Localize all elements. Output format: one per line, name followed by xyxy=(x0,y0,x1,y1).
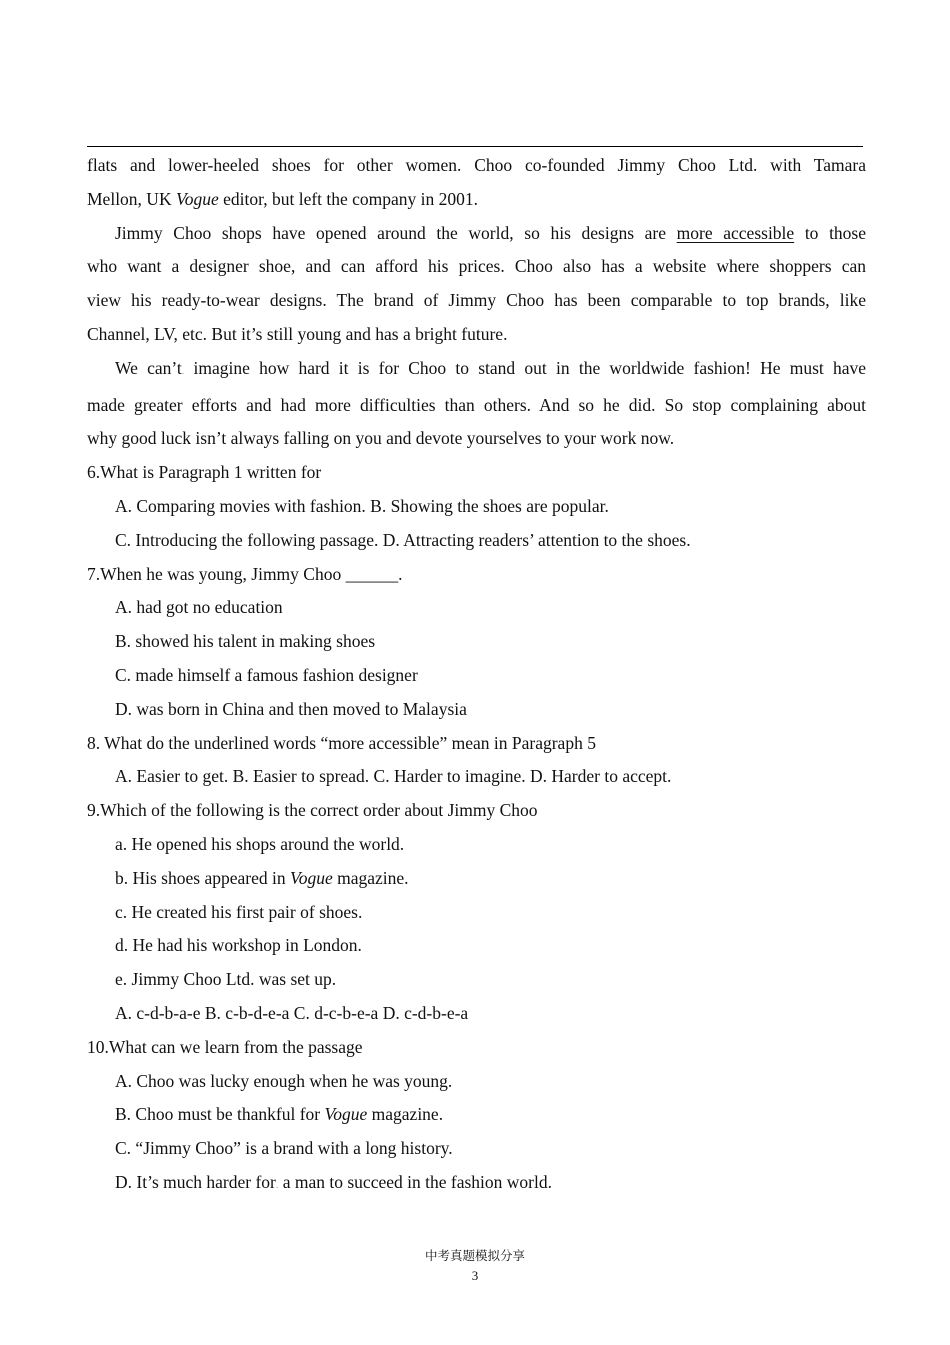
passage-line xyxy=(87,318,866,352)
passage-line xyxy=(87,389,866,423)
passage-line xyxy=(87,250,866,284)
passage-text: to those xyxy=(794,222,867,243)
passage-text: view his ready-to-wear designs. The brand of Jimmy Choo has been comparable to top brands, like xyxy=(87,290,866,311)
question-option: A. c-d-b-a-e B. c-b-d-e-a C. d-c-b-e-a D. c-d-b-e-a xyxy=(115,1002,469,1023)
question-option: A. Choo was lucky enough when he was young. xyxy=(115,1070,453,1091)
page-content xyxy=(87,149,866,1203)
passage-text: Jimmy Choo shops have opened around the world, so his designs are xyxy=(115,222,677,243)
order-item: d. He had his workshop in London. xyxy=(115,935,362,956)
order-item-text: b. His shoes appeared in xyxy=(115,867,290,888)
header-rule xyxy=(87,146,863,147)
dot-mark: . xyxy=(275,1179,279,1191)
question-option: A. Comparing movies with fashion. B. Showing the shoes are popular. xyxy=(115,495,609,516)
underlined-phrase: more accessible xyxy=(676,222,795,243)
passage-text: imagine how hard it is for Choo to stand out in the worldwide fashion! He must have xyxy=(184,357,867,378)
question-option: C. made himself a famous fashion designer xyxy=(115,664,418,685)
passage-text: made greater efforts and had more difficulties than others. And so he did. So stop complaining about xyxy=(87,394,866,415)
question-stem: 6.What is Paragraph 1 written for xyxy=(87,462,322,483)
order-item-text: magazine. xyxy=(332,867,409,888)
passage-text: who want a designer shoe, and can afford his prices. Choo also has a website where shoppers can xyxy=(87,256,866,277)
vogue-italic: Vogue xyxy=(289,867,333,888)
order-item xyxy=(87,862,866,896)
passage-text: Mellon, UK xyxy=(87,188,176,209)
question-option xyxy=(87,1166,866,1203)
question-option: A. had got no education xyxy=(115,597,283,618)
passage-text: flats and lower-heeled shoes for other women. Choo co-founded Jimmy Choo Ltd. with Tamara xyxy=(87,155,866,175)
order-item: e. Jimmy Choo Ltd. was set up. xyxy=(115,969,337,990)
passage-text: editor, but left the company in 2001. xyxy=(218,188,479,209)
question-stem: 9.Which of the following is the correct order about Jimmy Choo xyxy=(87,800,538,821)
passage-line xyxy=(87,183,866,217)
order-item: c. He created his first pair of shoes. xyxy=(115,901,363,922)
passage-line xyxy=(87,149,866,183)
question-option: B. showed his talent in making shoes xyxy=(115,631,376,652)
passage-text: We can’t xyxy=(115,357,182,378)
question-stem: 10.What can we learn from the passage xyxy=(87,1036,363,1057)
vogue-italic: Vogue xyxy=(324,1104,368,1125)
question-option: D. was born in China and then moved to Malaysia xyxy=(115,698,467,719)
passage-line xyxy=(87,217,866,251)
dot-mark: . xyxy=(181,365,185,377)
question-option: C. “Jimmy Choo” is a brand with a long history. xyxy=(115,1138,453,1159)
passage-text: why good luck isn’t always falling on you and devote yourselves to your work now. xyxy=(87,428,675,449)
order-item: a. He opened his shops around the world. xyxy=(115,833,405,854)
question-option: A. Easier to get. B. Easier to spread. C. Harder to imagine. D. Harder to accept. xyxy=(115,766,672,787)
page-number: 3 xyxy=(471,1268,479,1283)
passage-line xyxy=(87,352,866,389)
question-option: C. Introducing the following passage. D. Attracting readers’ attention to the shoes. xyxy=(115,529,691,550)
option-text: magazine. xyxy=(367,1104,444,1125)
vogue-italic: Vogue xyxy=(175,188,219,209)
question-option xyxy=(87,1098,866,1132)
question-stem: 8. What do the underlined words “more accessible” mean in Paragraph 5 xyxy=(87,732,596,753)
passage-line xyxy=(87,422,866,456)
passage-text: Channel, LV, etc. But it’s still young and has a bright future. xyxy=(87,323,508,344)
question-stem: 7.When he was young, Jimmy Choo ______. xyxy=(87,563,403,584)
passage-line xyxy=(87,284,866,318)
option-text: D. It’s much harder for xyxy=(115,1171,276,1192)
option-text: B. Choo must be thankful for xyxy=(115,1104,325,1125)
option-text: a man to succeed in the fashion world. xyxy=(278,1171,552,1192)
footer-source: 中考真题模拟分享 xyxy=(424,1248,525,1263)
